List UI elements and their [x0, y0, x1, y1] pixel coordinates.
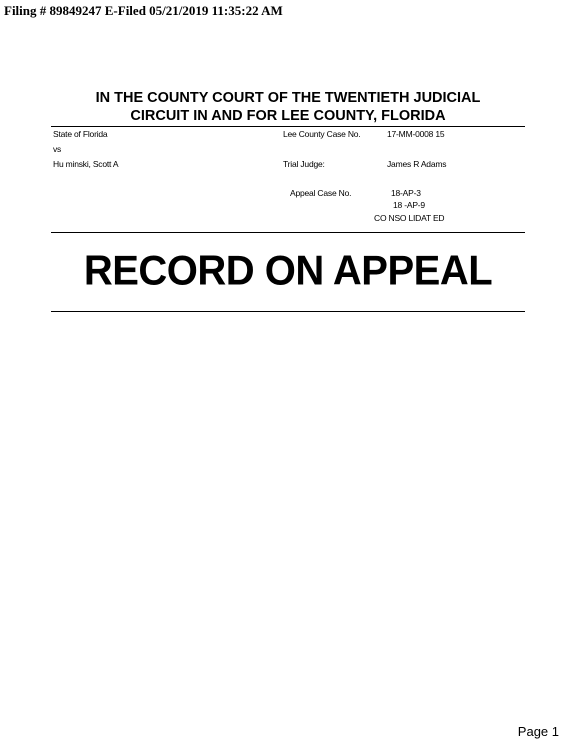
appeal-case-number-1: 18-AP-3 — [391, 188, 421, 198]
versus-label: vs — [53, 144, 62, 154]
court-title-line1: IN THE COUNTY COURT OF THE TWENTIETH JUDICIAL — [95, 90, 481, 106]
consolidated-label: CO NSO LIDAT ED — [374, 213, 445, 223]
case-number-label: Lee County Case No. — [283, 129, 361, 139]
trial-judge-label: Trial Judge: — [283, 159, 325, 169]
party-defendant: Hu minski, Scott A — [53, 159, 119, 169]
case-number-value: 17-MM-0008 15 — [387, 129, 445, 139]
divider-middle — [51, 232, 525, 233]
trial-judge-value: James R Adams — [387, 159, 447, 169]
document-title: RECORD ON APPEAL — [83, 247, 493, 295]
filing-stamp: Filing # 89849247 E-Filed 05/21/2019 11:35:22 AM — [4, 3, 283, 18]
appeal-case-number-2: 18 -AP-9 — [393, 200, 425, 210]
divider-bottom — [51, 311, 525, 312]
divider-top — [51, 126, 525, 127]
party-plaintiff: State of Florida — [53, 129, 108, 139]
court-title-line2: CIRCUIT IN AND FOR LEE COUNTY, FLORIDA — [130, 108, 446, 124]
page-number: Page 1 — [517, 724, 559, 739]
appeal-case-label: Appeal Case No. — [290, 188, 352, 198]
